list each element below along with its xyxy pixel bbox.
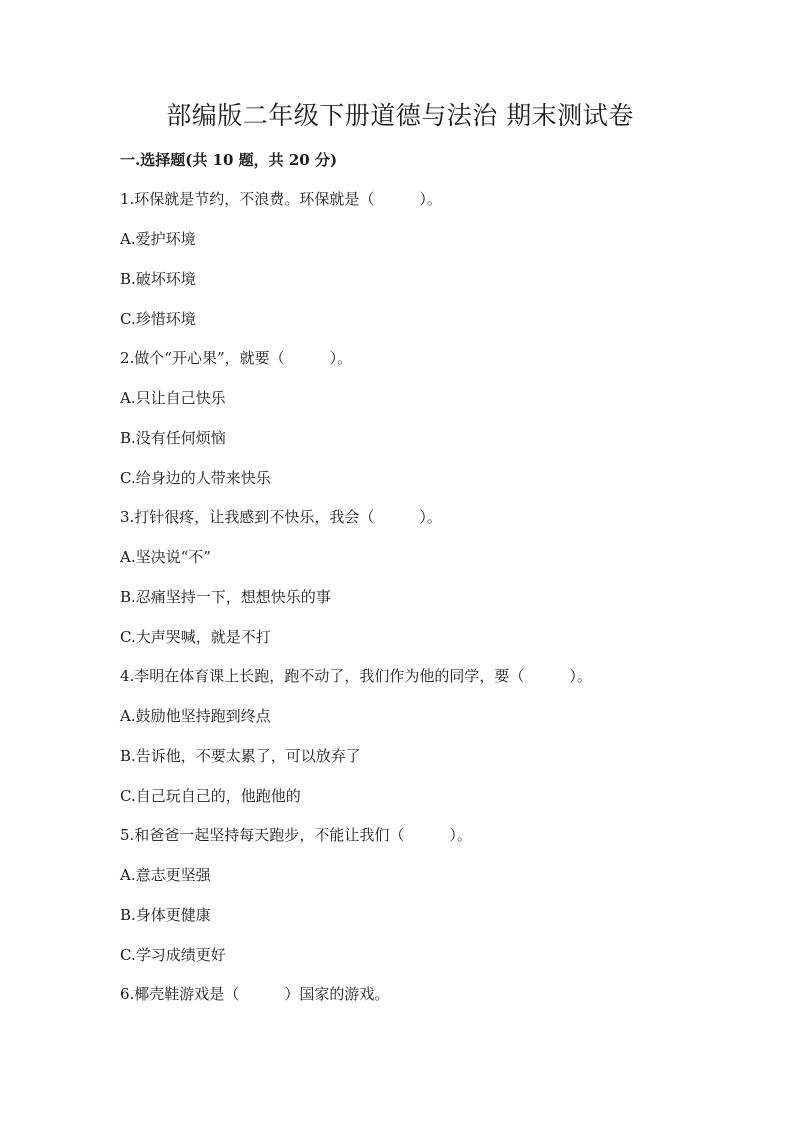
option-text: A.坚决说“不”: [120, 548, 211, 566]
option-text: B.破坏环境: [120, 270, 196, 288]
option-text: B.忍痛坚持一下，想想快乐的事: [120, 588, 331, 606]
question-stem: 1.环保就是节约，不浪费。环保就是（ ）。: [120, 190, 442, 208]
option-text: C.大声哭喊，就是不打: [120, 628, 271, 646]
question-stem: 5.和爸爸一起坚持每天跑步，不能让我们（ ）。: [120, 826, 472, 844]
option-text: C.给身边的人带来快乐: [120, 469, 271, 487]
section-heading: 一.选择题(共 10 题，共 20 分): [120, 151, 338, 169]
question-stem: 6.椰壳鞋游戏是（ ）国家的游戏。: [120, 985, 390, 1003]
question-stem: 2.做个“开心果”，就要（ ）。: [120, 349, 353, 367]
question-stem: 3.打针很疼，让我感到不快乐，我会（ ）。: [120, 508, 442, 526]
page-title: 部编版二年级下册道德与法治 期末测试卷: [166, 101, 634, 130]
option-text: A.爱护环境: [120, 230, 196, 248]
option-text: C.学习成绩更好: [120, 946, 226, 964]
question-stem: 4.李明在体育课上长跑，跑不动了，我们作为他的同学，要（ ）。: [120, 667, 592, 685]
option-text: A.意志更坚强: [120, 866, 211, 884]
option-text: C.自己玩自己的，他跑他的: [120, 787, 301, 805]
option-text: B.身体更健康: [120, 906, 211, 924]
option-text: C.珍惜环境: [120, 310, 196, 328]
option-text: A.鼓励他坚持跑到终点: [120, 707, 271, 725]
option-text: A.只让自己快乐: [120, 389, 226, 407]
option-text: B.没有任何烦恼: [120, 429, 226, 447]
option-text: B.告诉他，不要太累了，可以放弃了: [120, 747, 361, 765]
